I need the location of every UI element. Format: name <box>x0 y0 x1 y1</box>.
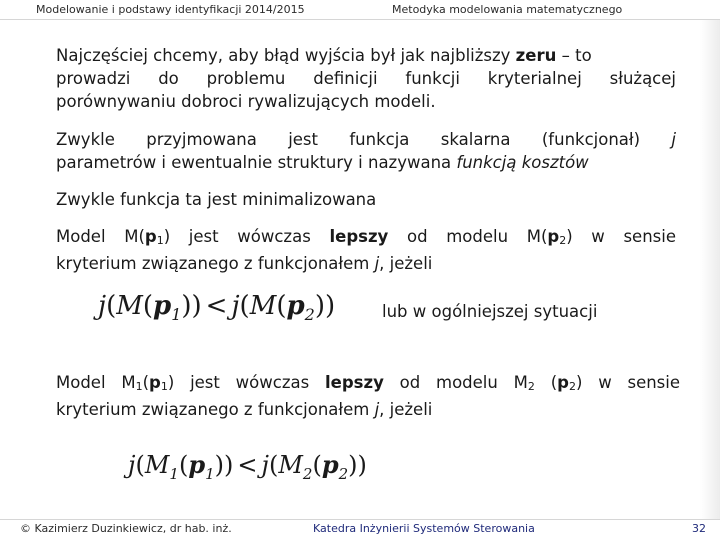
formula-paren: ( <box>268 451 279 479</box>
paragraph-general-case: lub w ogólniejszej sytuacji <box>382 302 598 321</box>
formula-p: p <box>188 450 206 479</box>
text-run: – to <box>556 46 592 65</box>
formula-paren: ( <box>178 451 189 479</box>
formula-M: M <box>116 291 143 321</box>
paragraph-line <box>56 225 676 252</box>
paragraph-line <box>56 151 676 174</box>
paragraph-line <box>56 128 676 151</box>
formula-M: M <box>278 451 303 479</box>
text-run: kryterium związanego z funkcjonałem <box>56 254 375 273</box>
italic-term: funkcją kosztów <box>456 153 589 172</box>
formula-p: p <box>286 291 305 321</box>
text-run: ) w sensie <box>575 373 681 392</box>
footer-author: © Kazimierz Duzinkiewicz, dr hab. inż. <box>20 522 232 535</box>
bold-symbol: p <box>144 227 157 246</box>
formula-paren: ( <box>135 451 145 479</box>
paragraph-zero-error <box>56 44 676 113</box>
bold-term: zeru <box>515 46 557 65</box>
paragraph-line <box>56 398 680 421</box>
formula-less-than: < <box>237 451 258 479</box>
paragraph-line: porównywaniu dobroci rywalizujących modeli. <box>56 92 436 111</box>
bold-symbol: p <box>149 373 161 392</box>
formula-simple-criterion <box>98 291 335 324</box>
bold-term: lepszy <box>325 373 384 392</box>
formula-j: j <box>98 291 107 321</box>
subscript: 2 <box>568 380 576 393</box>
text-run: Model M( <box>56 227 145 246</box>
header-divider <box>0 19 720 20</box>
subscript: 2 <box>559 234 567 247</box>
text-run <box>56 44 592 67</box>
paragraph-line: prowadzi do problemu definicji funkcji kryterialnej służącej <box>56 69 676 88</box>
footer-divider <box>0 519 720 520</box>
text-run: ) w sensie <box>566 227 677 246</box>
text-run: Zwykle przyjmowana jest funkcja skalarna (funkcjonał) <box>56 130 672 149</box>
right-shadow <box>700 20 720 519</box>
formula-subscript: 2 <box>338 464 349 483</box>
paragraph-better-model-general <box>56 371 680 421</box>
formula-M: M <box>144 451 170 479</box>
text-run: , jeżeli <box>379 254 433 273</box>
paragraph-line <box>56 252 676 275</box>
paragraph-minimized: Zwykle funkcja ta jest minimalizowana <box>56 190 377 209</box>
formula-paren: ( <box>106 291 117 321</box>
subscript: 2 <box>527 380 535 393</box>
formula-paren: )) <box>314 291 336 321</box>
formula-j: j <box>231 291 240 321</box>
text-run: , jeżeli <box>379 400 433 419</box>
footer-department: Katedra Inżynierii Systemów Sterowania <box>313 522 535 535</box>
subscript: 1 <box>160 380 168 393</box>
formula-subscript: 1 <box>169 464 179 483</box>
bold-symbol: p <box>557 373 569 392</box>
header-lecture-title: Metodyka modelowania matematycznego <box>392 3 623 16</box>
italic-symbol: j <box>671 130 676 149</box>
footer-page-number: 32 <box>692 522 706 535</box>
formula-paren: )) <box>214 451 234 479</box>
formula-subscript: 2 <box>302 464 313 483</box>
formula-paren: ( <box>276 291 287 321</box>
italic-symbol: j <box>374 254 380 273</box>
formula-less-than: < <box>205 291 228 321</box>
paragraph-line <box>56 371 680 398</box>
bold-term: lepszy <box>329 227 389 246</box>
formula-subscript: 1 <box>205 464 215 483</box>
subscript: 1 <box>135 380 143 393</box>
formula-j: j <box>128 451 136 479</box>
formula-paren: ( <box>239 291 250 321</box>
text-run: ) jest wówczas <box>163 227 330 246</box>
text-run: ( <box>142 373 150 392</box>
formula-p: p <box>153 291 172 321</box>
text-run: Model M <box>56 373 136 392</box>
header-course-title: Modelowanie i podstawy identyfikacji 2014/2015 <box>36 3 305 16</box>
formula-general-criterion <box>128 450 367 483</box>
italic-symbol: j <box>374 400 380 419</box>
paragraph-line <box>56 44 676 67</box>
text-run: ) jest wówczas <box>167 373 325 392</box>
formula-j: j <box>261 451 269 479</box>
text-run: od modelu M <box>383 373 528 392</box>
text-run: kryterium związanego z funkcjonałem <box>56 400 375 419</box>
text-run: parametrów i ewentualnie struktury i nazywana <box>56 153 457 172</box>
bold-symbol: p <box>547 227 560 246</box>
text-run: od modelu M( <box>388 227 548 246</box>
formula-paren: )) <box>181 291 202 321</box>
formula-paren: )) <box>348 451 367 479</box>
formula-subscript: 1 <box>171 305 182 325</box>
formula-p: p <box>321 450 339 479</box>
formula-M: M <box>249 291 277 321</box>
formula-subscript: 2 <box>304 305 315 325</box>
subscript: 1 <box>156 234 164 247</box>
paragraph-better-model <box>56 225 676 275</box>
formula-paren: ( <box>142 291 153 321</box>
text-run: ( <box>534 373 558 392</box>
text-run: Najczęściej chcemy, aby błąd wyjścia był jak najbliższy <box>56 46 516 65</box>
paragraph-cost-function <box>56 128 676 174</box>
formula-paren: ( <box>312 451 322 479</box>
